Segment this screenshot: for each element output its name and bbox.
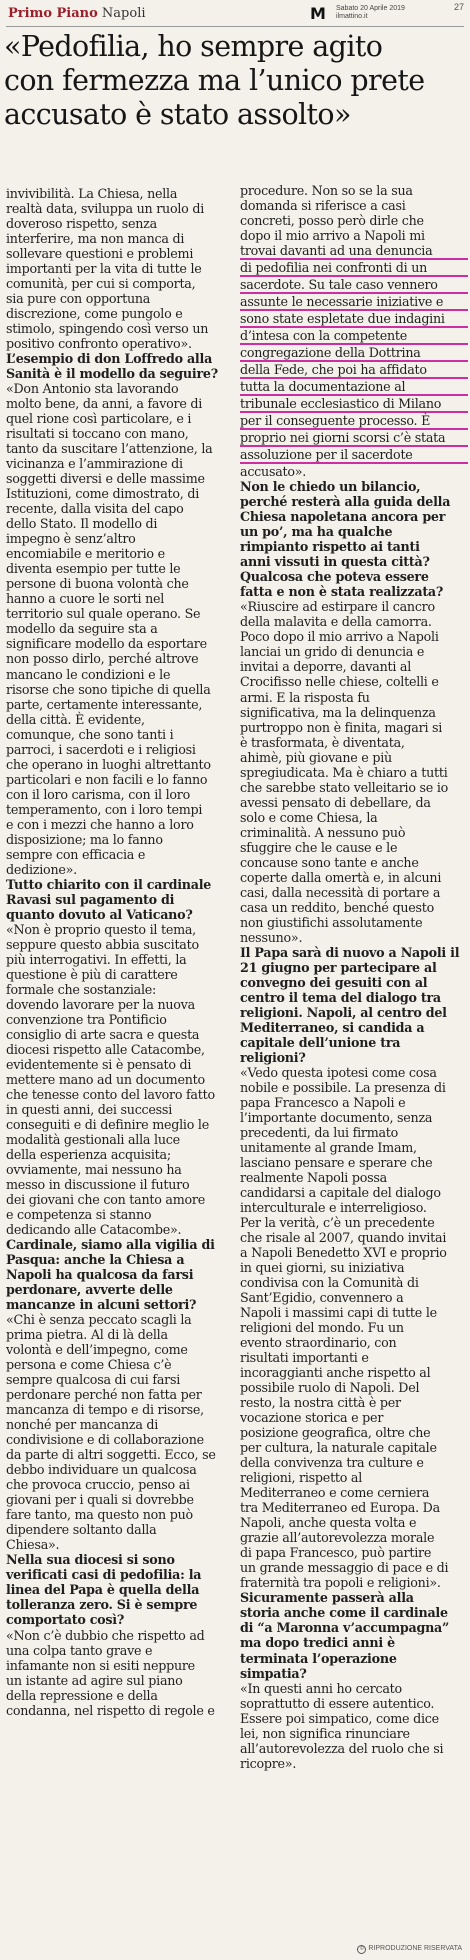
text-line: casi, dalla necessità di portare a <box>240 884 441 900</box>
text-line: Essere poi simpatico, come dice <box>240 1710 439 1726</box>
question-line: perdonare, avverte delle <box>6 1282 173 1298</box>
question-line: Sicuramente passerà alla <box>240 1590 414 1606</box>
text-line: recente, dalla visita del capo <box>6 501 184 517</box>
text-line: «Chi è senza peccato scagli la <box>6 1312 192 1328</box>
text-line: stimolo, spingendo così verso un <box>6 321 209 337</box>
copyright-icon: © <box>357 1945 366 1954</box>
highlighted-line: di pedofilia nei confronti di un <box>240 260 468 277</box>
question-line: storia anche come il cardinale <box>240 1605 448 1621</box>
text-line: che operano in luoghi altrettanto <box>6 756 211 772</box>
text-line: condivisione e di collaborazione <box>6 1432 204 1448</box>
question-line: rimpianto rispetto ai tanti <box>240 539 420 555</box>
text-line: papa Francesco a Napoli e <box>240 1094 406 1110</box>
text-line: dopo il mio arrivo a Napoli mi <box>240 228 425 244</box>
copyright-text: RIPRODUZIONE RISERVATA <box>368 1945 462 1952</box>
text-line: da parte di altri soggetti. Ecco, se <box>6 1447 216 1463</box>
highlighted-line: della Fede, che poi ha affidato <box>240 362 468 379</box>
text-line: molto bene, da anni, a favore di <box>6 396 203 412</box>
text-line: parroci, i sacerdoti e i religiosi <box>6 741 196 757</box>
text-line: della malavita e della camorra. <box>240 614 432 630</box>
text-line: e con i mezzi che hanno a loro <box>6 816 194 832</box>
text-line: ricopre». <box>240 1755 297 1771</box>
highlighted-line: tribunale ecclesiastico di Milano <box>240 396 468 413</box>
text-line: persone di buona volontà che <box>6 576 189 592</box>
text-line: invitai a deporre, davanti al <box>240 659 412 675</box>
highlighted-line: per il conseguente processo. È <box>240 413 468 430</box>
question-line: Mediterraneo, si candida a <box>240 1019 425 1035</box>
text-line: condivisa con la Comunità di <box>240 1275 419 1291</box>
question-line: religioni? <box>240 1049 306 1065</box>
section-city: Napoli <box>101 6 146 21</box>
text-line: consiglio di arte sacra e questa <box>6 1026 200 1042</box>
text-line: nessuno». <box>240 929 303 945</box>
text-line: interferire, ma non manca di <box>6 231 185 247</box>
text-line: evidentemente si è pensato di <box>6 1056 192 1072</box>
text-line: comunque, che sono tanti i <box>6 726 174 742</box>
headline <box>4 30 466 132</box>
question-line: Sanità è il modello da seguire? <box>6 366 218 382</box>
text-line: soggetti diversi e delle massime <box>6 471 205 487</box>
highlighted-line: sono state espletate due indagini <box>240 311 468 328</box>
text-line: incoraggianti anche rispetto al <box>240 1365 431 1381</box>
text-line: sia pure con opportuna <box>6 291 151 307</box>
text-line: significare modello da esportare <box>6 636 207 652</box>
question-line: L’esempio di don Loffredo alla <box>6 351 213 367</box>
highlighted-line: proprio nei giorni scorsi c’è stata <box>240 430 468 447</box>
text-line: modalità gestionali alla luce <box>6 1131 180 1147</box>
text-line: significativa, ma la delinquenza <box>240 704 436 720</box>
text-line: Napoli, anche questa volta e <box>240 1515 417 1531</box>
text-line: l’importante documento, senza <box>240 1109 433 1125</box>
text-line: sollevare questioni e problemi <box>6 246 194 262</box>
text-line: posizione geografica, oltre che <box>240 1425 431 1441</box>
dateline <box>336 5 405 21</box>
text-line: della repressione e della <box>6 1687 158 1703</box>
text-line: discrezione, come pungolo e <box>6 306 183 322</box>
text-line: debbo individuare un qualcosa <box>6 1462 197 1478</box>
question-line: convegno dei gesuiti con al <box>240 974 428 990</box>
text-line: una colpa tanto grave e <box>6 1642 153 1658</box>
question-line: religioni. Napoli, al centro del <box>240 1004 447 1020</box>
question-line: Nella sua diocesi si sono <box>6 1552 175 1568</box>
question-line: Ravasi sul pagamento di <box>6 891 175 907</box>
text-line: dovendo lavorare per la nuova <box>6 996 195 1012</box>
page-header <box>6 0 464 27</box>
text-line: dello Stato. Il modello di <box>6 516 158 532</box>
text-line: modello da seguire sta a <box>6 621 158 637</box>
text-line: Poco dopo il mio arrivo a Napoli <box>240 629 439 645</box>
text-line: diocesi rispetto alle Catacombe, <box>6 1041 205 1057</box>
headline-line: con fermezza ma l’unico prete <box>4 64 425 97</box>
text-line: condanna, nel rispetto di regole e <box>6 1702 215 1718</box>
text-line: candidarsi a capitale del dialogo <box>240 1185 441 1201</box>
text-line: diventa esempio per tutte le <box>6 561 181 577</box>
text-line: è trasformata, è diventata, <box>240 734 405 750</box>
text-line: casa un reddito, benché questo <box>240 899 435 915</box>
question-line: tolleranza zero. Si è sempre <box>6 1597 198 1613</box>
article-column-right <box>240 183 468 1771</box>
text-line: in questi anni, dei successi <box>6 1101 172 1117</box>
text-line: domanda si riferisce a casi <box>240 198 406 214</box>
text-line: positivo confronto operativo». <box>6 336 192 352</box>
text-line: in quei giorni, su iniziativa <box>240 1260 405 1276</box>
text-line: prima pietra. Al di là della <box>6 1327 168 1343</box>
question-line: terminata l’operazione <box>240 1650 397 1666</box>
text-line: concreti, posso però dirle che <box>240 213 424 229</box>
question-line: un po’, ma ha qualche <box>240 524 393 540</box>
text-line: «Vedo questa ipotesi come cosa <box>240 1064 437 1080</box>
question-line: centro il tema del dialogo tra <box>240 989 441 1005</box>
text-line: possibile ruolo di Napoli. Del <box>240 1380 420 1396</box>
text-line: e competenza si stanno <box>6 1207 152 1223</box>
text-line: volontà e dell’impegno, come <box>6 1342 188 1358</box>
text-line: tra Mediterraneo ed Europa. Da <box>240 1500 440 1516</box>
highlighted-line: trovai davanti ad una denuncia <box>240 243 468 260</box>
question-line: 21 giugno per partecipare al <box>240 959 437 975</box>
text-line: spregiudicata. Ma è chiaro a tutti <box>240 764 448 780</box>
text-line: solo e come Chiesa, la <box>240 809 378 825</box>
text-line: mancano le condizioni e le <box>6 666 171 682</box>
text-line: persona e come Chiesa c’è <box>6 1357 172 1373</box>
text-line: più interrogativi. In effetti, la <box>6 951 187 967</box>
headline-line: «Pedofilia, ho sempre agito <box>4 30 383 63</box>
text-line: nonché per mancanza di <box>6 1417 159 1433</box>
question-line: anni vissuti in questa città? <box>240 554 430 570</box>
text-line: un grande messaggio di pace e di <box>240 1560 449 1576</box>
newspaper-logo: M <box>310 4 326 23</box>
text-line: non posso dirlo, perché altrove <box>6 651 199 667</box>
section-label <box>8 6 146 21</box>
text-line: che tenesse conto del lavoro fatto <box>6 1086 215 1102</box>
text-line: «Non è proprio questo il tema, <box>6 921 196 937</box>
text-line: disposizione; ma lo fanno <box>6 831 163 847</box>
text-line: «Riuscire ad estirpare il cancro <box>240 599 435 615</box>
text-line: religioni del mondo. Fu un <box>240 1320 404 1336</box>
text-line: impegno è senz’altro <box>6 531 136 547</box>
text-line: quel rione così particolare, e i <box>6 411 192 427</box>
text-line: a Napoli Benedetto XVI e proprio <box>240 1245 447 1261</box>
headline-line: accusato è stato assolto» <box>4 98 351 131</box>
question-line: comportato così? <box>6 1612 125 1628</box>
text-line: della esperienza acquisita; <box>6 1147 171 1162</box>
text-line: questione è più di carattere <box>6 966 178 982</box>
text-line: avessi pensato di debellare, da <box>240 794 431 810</box>
text-line: per cultura, la naturale capitale <box>240 1440 437 1456</box>
text-line: mancanza di tempo e di risorse, <box>6 1402 204 1418</box>
text-line: Mediterraneo e come cerniera <box>240 1485 430 1501</box>
text-line: Chiesa». <box>6 1537 60 1553</box>
text-line: Per la verità, c’è un precedente <box>240 1215 435 1231</box>
text-line: «Don Antonio sta lavorando <box>6 381 179 397</box>
text-line: mettere mano ad un documento <box>6 1071 205 1087</box>
question-line: Qualcosa che poteva essere <box>240 569 429 585</box>
text-line: hanno a cuore le sorti nel <box>6 591 165 607</box>
highlighted-line: sacerdote. Su tale caso vennero <box>240 277 468 294</box>
text-line: vocazione storica e per <box>240 1410 384 1426</box>
text-line: Istituzioni, come dimostrato, di <box>6 486 200 502</box>
highlighted-line: assoluzione per il sacerdote <box>240 447 468 464</box>
text-line: conseguiti e di definire meglio le <box>6 1116 209 1132</box>
text-line: Sant’Egidio, convennero a <box>240 1290 404 1306</box>
text-line: ahimè, più giovane e più <box>240 749 392 765</box>
text-line: grazie all’autorevolezza morale <box>240 1530 435 1546</box>
highlighted-line: tutta la documentazione al <box>240 379 468 396</box>
text-line: seppure questo abbia suscitato <box>6 936 199 952</box>
article-column-left <box>6 186 232 1718</box>
question-line: capitale dell’unione tra <box>240 1034 401 1050</box>
text-line: della città. È evidente, <box>6 711 145 727</box>
text-line: sfuggire che le cause e le <box>240 839 398 855</box>
text-line: realtà data, sviluppa un ruolo di <box>6 201 205 217</box>
question-line: Non le chiedo un bilancio, <box>240 479 421 495</box>
highlighted-line: congregazione della Dottrina <box>240 345 468 362</box>
question-line: di “a Maronna v’accumpagna” <box>240 1620 450 1636</box>
text-line: purtroppo non è finita, magari si <box>240 719 443 735</box>
text-line: dei giovani che con tanto amore <box>6 1192 205 1208</box>
question-line: linea del Papa è quella della <box>6 1582 200 1598</box>
question-line: quanto dovuto al Vaticano? <box>6 906 193 922</box>
text-line: non giustifichi assolutamente <box>240 914 423 930</box>
question-line: Napoli ha qualcosa da farsi <box>6 1267 194 1283</box>
section-name: Primo Piano <box>8 6 98 21</box>
text-line: all’autorevolezza del ruolo che si <box>240 1740 444 1756</box>
text-line: tanto da suscitare l’attenzione, la <box>6 441 213 457</box>
text-line: di papa Francesco, può partire <box>240 1545 432 1561</box>
text-line: un istante ad agire sul piano <box>6 1672 183 1688</box>
question-line: mancanze in alcuni settori? <box>6 1297 197 1313</box>
question-line: Tutto chiarito con il cardinale <box>6 876 212 892</box>
text-line: resto, la nostra città è per <box>240 1395 401 1411</box>
text-line: accusato». <box>240 464 307 480</box>
text-line: Crocifisso nelle chiese, coltelli e <box>240 674 439 690</box>
question-line: Cardinale, siamo alla vigilia di <box>6 1237 215 1253</box>
text-line: dedizione». <box>6 861 77 877</box>
text-line: particolari e non facili e lo fanno <box>6 771 208 787</box>
text-line: perdonare perché non fatta per <box>6 1387 202 1403</box>
text-line: criminalità. A nessuno può <box>240 824 406 840</box>
text-line: armi. E la risposta fu <box>240 689 370 705</box>
text-line: concause sono tante e anche <box>240 854 419 870</box>
text-line: sempre con efficacia e <box>6 846 146 862</box>
text-line: territorio sul quale operano. Se <box>6 606 201 622</box>
text-line: fare tanto, ma questo non può <box>6 1507 193 1523</box>
text-line: che sarebbe stato velleitario se io <box>240 779 449 795</box>
text-line: Napoli i massimi capi di tutte le <box>240 1305 437 1321</box>
text-line: temperamento, con i loro tempi <box>6 801 203 817</box>
text-line: importanti per la vita di tutte le <box>6 261 202 277</box>
text-line: evento straordinario, con <box>240 1335 397 1351</box>
question-line: Il Papa sarà di nuovo a Napoli il <box>240 944 460 960</box>
text-line: interculturale e interreligioso. <box>240 1200 427 1216</box>
question-line: fatta e non è stata realizzata? <box>240 584 444 600</box>
text-line: lasciano pensare e sperare che <box>240 1154 433 1170</box>
highlighted-line: assunte le necessarie iniziative e <box>240 294 468 311</box>
text-line: dipendere soltanto dalla <box>6 1522 157 1538</box>
text-line: parte, certamente interessante, <box>6 696 203 712</box>
text-line: fraternità tra popoli e religioni». <box>240 1575 441 1591</box>
question-line: perché resterà alla guida della <box>240 494 451 510</box>
text-line: dedicando alle Catacombe». <box>6 1222 182 1238</box>
text-line: precedenti, da lui firmato <box>240 1124 399 1140</box>
copyright-notice <box>357 1945 462 1954</box>
highlighted-line: d’intesa con la competente <box>240 328 468 345</box>
text-line: religioni, rispetto al <box>240 1470 363 1486</box>
text-line: risultati importanti e <box>240 1350 369 1366</box>
question-line: Chiesa napoletana ancora per <box>240 509 446 525</box>
question-line: verificati casi di pedofilia: la <box>6 1567 202 1583</box>
question-line: ma dopo tredici anni è <box>240 1635 395 1651</box>
site-url: ilmattino.it <box>336 13 368 20</box>
text-line: sempre qualcosa di cui farsi <box>6 1372 181 1388</box>
text-line: doveroso rispetto, senza <box>6 216 157 232</box>
text-line: ovviamente, mai nessuno ha <box>6 1162 182 1178</box>
text-line: vicinanza e l’ammirazione di <box>6 456 183 472</box>
text-line: della convivenza tra culture e <box>240 1455 424 1471</box>
text-line: soprattutto di essere autentico. <box>240 1695 435 1711</box>
text-line: coperte dalla omertà e, in alcuni <box>240 869 442 885</box>
text-line: encomiabile e meritorio e <box>6 546 165 562</box>
text-line: lei, non significa rinunciare <box>240 1725 410 1741</box>
text-line: convenzione tra Pontificio <box>6 1011 167 1027</box>
text-line: «Non c’è dubbio che rispetto ad <box>6 1627 205 1643</box>
text-line: unitamente al grande Imam, <box>240 1139 417 1155</box>
text-line: con il loro carisma, con il loro <box>6 786 190 802</box>
text-line: nobile e possibile. La presenza di <box>240 1079 446 1095</box>
text-line: formale che sostanziale: <box>6 981 157 997</box>
page-number: 27 <box>453 2 464 12</box>
issue-date: Sabato 20 Aprile 2019 <box>336 5 405 12</box>
text-line: invivibilità. La Chiesa, nella <box>6 186 178 201</box>
text-line: lanciai un grido di denuncia e <box>240 644 425 660</box>
text-line: che provoca cruccio, penso ai <box>6 1477 190 1493</box>
text-line: infamante non si esiti neppure <box>6 1657 195 1673</box>
text-line: messo in discussione il futuro <box>6 1177 190 1193</box>
question-line: simpatia? <box>240 1665 307 1681</box>
text-line: «In questi anni ho cercato <box>240 1680 402 1696</box>
text-line: che risale al 2007, quando invitai <box>240 1230 447 1246</box>
text-line: realmente Napoli possa <box>240 1170 387 1185</box>
text-line: comunità, per cui si comporta, <box>6 276 196 292</box>
question-line: Pasqua: anche la Chiesa a <box>6 1252 185 1268</box>
text-line: procedure. Non so se la sua <box>240 183 413 198</box>
text-line: risorse che sono tipiche di quella <box>6 681 211 697</box>
text-line: risultati si toccano con mano, <box>6 426 189 442</box>
text-line: giovani per i quali si dovrebbe <box>6 1492 194 1508</box>
